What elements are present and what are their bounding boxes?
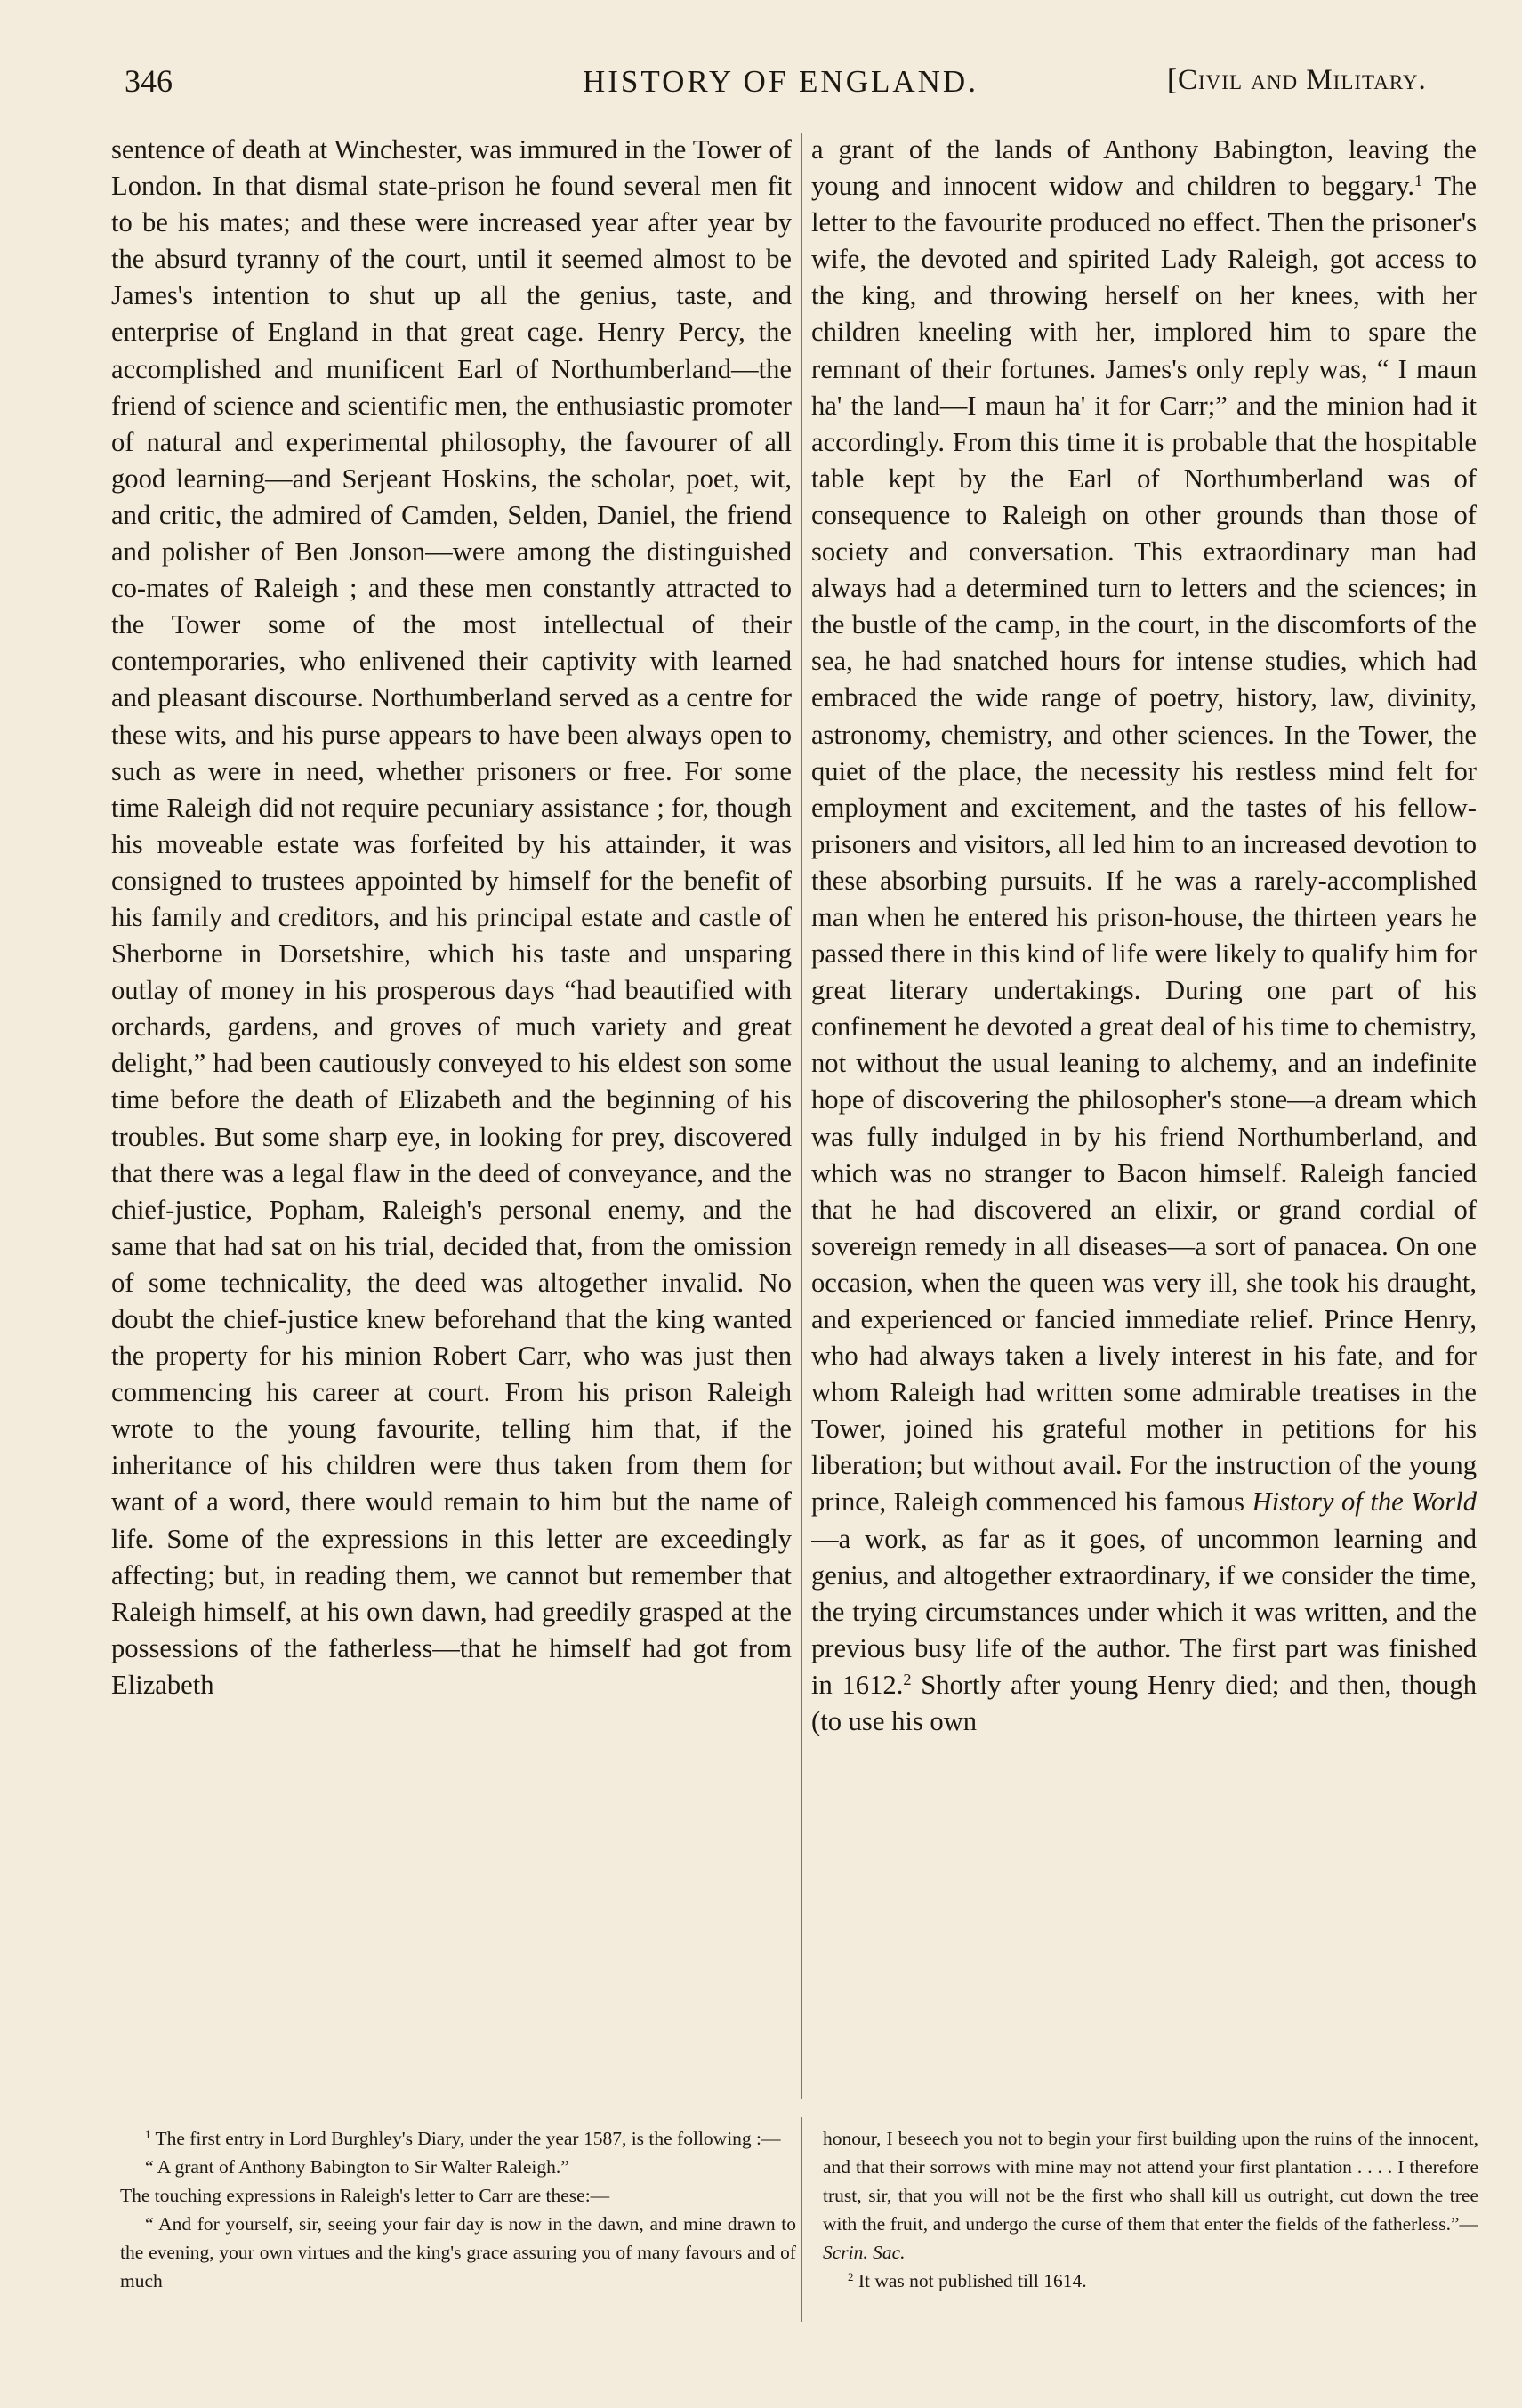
right-text-part-3: —a work, as far as it goes, of uncommon learning and genius, and altogether extraordinary, if we consider the time, the trying circumstances under which it was written, and the previous busy life of the author. The first part was finished in 1612. <box>811 1523 1477 1700</box>
section-name: Civil and Military. <box>1178 64 1427 96</box>
footnote-1-quote: “ A grant of Anthony Babington to Sir Walter Raleigh.” <box>145 2156 569 2178</box>
footnote-2-marker: 2 <box>848 2270 854 2283</box>
footnote-1-marker: 1 <box>145 2128 151 2141</box>
letter-source: Scrin. Sac. <box>823 2242 906 2263</box>
page-number: 346 <box>125 63 173 99</box>
footnote-ref-1: 1 <box>1414 172 1423 189</box>
right-text-part-2: The letter to the favourite produced no effect. Then the prisoner's wife, the devoted and spirited Lady Raleigh, got access to the king, and throwing herself on her knees, with her children kneeling with her, implored him to spare the remnant of their fortunes. James's only reply was, “ I maun ha' the land—I maun ha' it for Carr;” and the minion had it accordingly. From this time it is probable that the hospitable table kept by the Earl of Northumberland was of consequence to Raleigh on other grounds than those of society and conversation. This extraordinary man had always had a determined turn to letters and the sciences; in the bustle of the camp, in the court, in the discomforts of the sea, he had snatched hours for intense studies, which had embraced the wide range of poetry, history, law, divinity, astronomy, chemistry, and other sciences. In the Tower, the quiet of the place, the necessity his restless mind felt for employment and excitement, and the tastes of his fellow-prisoners and visitors, all led him to an increased devotion to these absorbing pursuits. If he was a rarely-accomplished man when he entered his prison-house, the thirteen years he passed there in this kind of life were likely to qualify him for great literary undertakings. During one part of his confinement he devoted a great deal of his time to chemistry, not without the usual leaning to alchemy, and an indefinite hope of discovering the philosopher's stone—a dream which was fully indulged in by his friend Northumberland, and which was no stranger to Bacon himself. Raleigh fancied that he had discovered an elixir, or grand cordial of sovereign remedy in all diseases—a sort of panacea. On one occasion, when the queen was very ill, she took his draught, and experienced or fancied immediate relief. Prince Henry, who had always taken a lively interest in his fate, and for whom Raleigh had written some admirable treatises in the Tower, joined his grateful mother in petitions for his liberation; but without avail. For the instruction of the young prince, Raleigh commenced his famous <box>811 171 1477 1518</box>
left-footnotes <box>120 2124 796 2324</box>
section-bracket: [ <box>1167 64 1178 96</box>
footnote-ref-2: 2 <box>903 1670 912 1688</box>
left-column-paragraph: sentence of death at Winchester, was immured in the Tower of London. In that dismal state-prison he found several men fit to be his mates; and these were increased year after year by the absurd tyranny of the court, until it seemed almost to be James's intention to shut up all the genius, taste, and enterprise of England in that great cage. Henry Percy, the accomplished and munificent Earl of Northumberland—the friend of science and scientific men, the enthusiastic promoter of natural and experimental philosophy, the favourer of all good learning—and Serjeant Hoskins, the scholar, poet, wit, and critic, the admired of Camden, Selden, Daniel, the friend and polisher of Ben Jonson—were among the distinguished co-mates of Raleigh ; and these men constantly attracted to the Tower some of the most intellectual of their contemporaries, who enlivened their captivity with learned and pleasant discourse. Northumberland served as a centre for these wits, and his purse appears to have been always open to such as were in need, whether prisoners or free. For some time Raleigh did not require pecuniary assistance ; for, though his moveable estate was forfeited by his attainder, it was consigned to trustees appointed by himself for the benefit of his family and creditors, and his principal estate and castle of Sherborne in Dorsetshire, which his taste and unsparing outlay of money in his prosperous days “had beautified with orchards, gardens, and groves of much variety and great delight,” had been cautiously conveyed to his eldest son some time before the death of Elizabeth and the beginning of his troubles. But some sharp eye, in looking for prey, discovered that there was a legal flaw in the deed of conveyance, and the chief-justice, Popham, Raleigh's personal enemy, and the same that had sat on his trial, decided that, from the omission of some technicality, the deed was altogether invalid. No doubt the chief-justice knew beforehand that the king wanted the property for his minion Robert Carr, who was just then commencing his career at court. From his prison Raleigh wrote to the young favourite, telling him that, if the inheritance of his children were thus taken from them for want of a word, there would remain to him but the name of life. Some of the expressions in this letter are exceedingly affecting; but, in reading them, we cannot but remember that Raleigh himself, at his own dawn, had greedily grasped at the possessions of the fatherless—that he himself had got from Elizabeth <box>111 134 792 1700</box>
footnote-1-text: The first entry in Lord Burghley's Diary, under the year 1587, is the following :— <box>150 2128 781 2149</box>
left-text-column <box>111 132 792 2098</box>
right-text-part-1: a grant of the lands of Anthony Babington, leaving the young and innocent widow and children to beggary. <box>811 134 1477 202</box>
column-divider <box>801 133 802 2099</box>
footnote-divider <box>801 2117 802 2322</box>
footnote-letter-continued <box>823 2124 1478 2267</box>
footnote-2 <box>823 2267 1478 2295</box>
footnote-1-intro: The touching expressions in Raleigh's letter to Carr are these:— <box>120 2185 610 2206</box>
footnote-2-text: It was not published till 1614. <box>853 2270 1087 2291</box>
right-text-column <box>811 132 1477 2098</box>
right-column-paragraph <box>811 132 1477 1740</box>
right-text-part-4: Shortly after young Henry died; and then, though (to use his own <box>811 1669 1477 1737</box>
footnote-1 <box>120 2124 796 2153</box>
book-title: History of the World <box>1252 1486 1477 1518</box>
footnote-1-letter: “ And for yourself, sir, seeing your fair day is now in the dawn, and mine drawn to the evening, your own virtues and the king's grace assuring you of many favours and of much <box>120 2213 796 2291</box>
section-heading <box>1167 64 1427 97</box>
page-header <box>0 62 1522 112</box>
running-title: HISTORY OF ENGLAND. <box>583 64 978 99</box>
right-footnotes <box>823 2124 1478 2324</box>
letter-text: honour, I beseech you not to begin your first building upon the ruins of the innocent, and that their sorrows with mine may not attend your first plantation . . . . I therefore trust, sir, that you will not be the first who shall kill us outright, cut down the tree with the fruit, and undergo the curse of them that enter the fields of the fatherless.”— <box>823 2128 1478 2235</box>
